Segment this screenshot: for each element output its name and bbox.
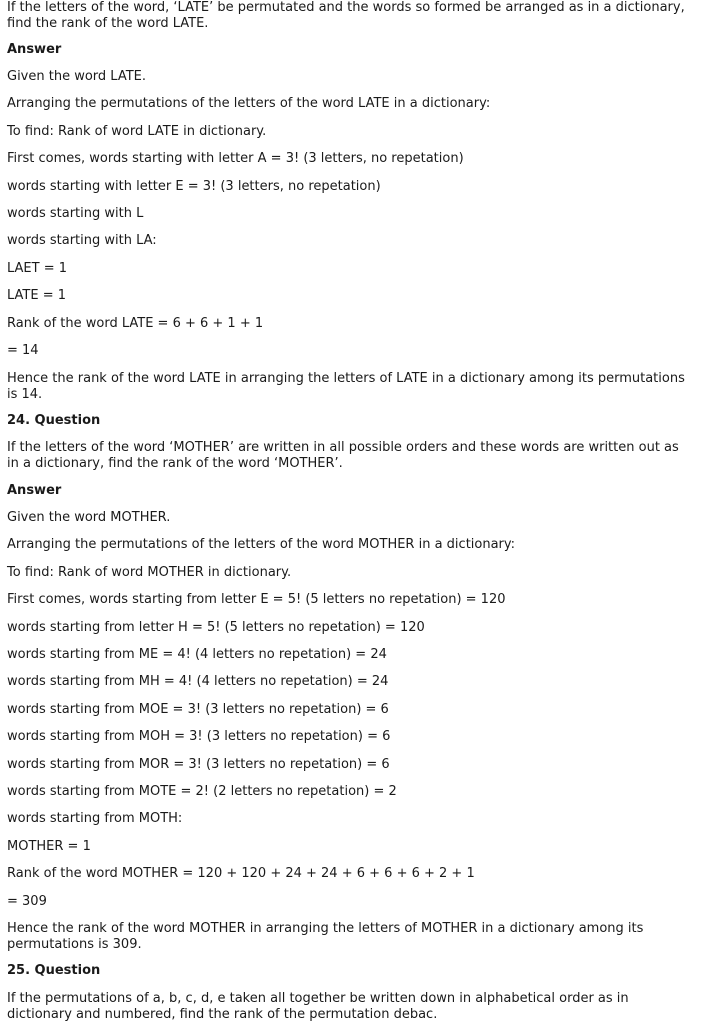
q23-line-4: First comes, words starting with letter A = 3! (3 letters, no repetation): [7, 151, 464, 166]
q25-question-text: If the permutations of a, b, c, d, e taken all together be written down in alphabetical order as in dictionary and numbered, find the rank of the permutation debac.: [7, 991, 629, 1022]
q24-line-8: words starting from MOE = 3! (3 letters no repetation) = 6: [7, 702, 389, 717]
q23-line-3: To find: Rank of word LATE in dictionary.: [7, 124, 267, 139]
q24-line-11: words starting from MOTE = 2! (2 letters no repetation) = 2: [7, 784, 397, 799]
q23-line-7: words starting with LA:: [7, 233, 157, 248]
q23-line-5: words starting with letter E = 3! (3 letters, no repetation): [7, 179, 381, 194]
q23-line-6: words starting with L: [7, 206, 144, 221]
q25-heading: 25. Question: [7, 963, 101, 978]
q24-line-5: words starting from letter H = 5! (5 letters no repetation) = 120: [7, 620, 425, 635]
q24-answer-label: Answer: [7, 483, 62, 498]
q23-line-11: = 14: [7, 343, 39, 358]
q24-heading: 24. Question: [7, 413, 101, 428]
q24-line-9: words starting from MOH = 3! (3 letters no repetation) = 6: [7, 729, 391, 744]
q24-line-6: words starting from ME = 4! (4 letters no repetation) = 24: [7, 647, 387, 662]
q23-question-text: If the letters of the word, ‘LATE’ be permutated and the words so formed be arranged as in a dictionary, find the rank of the word LATE.: [7, 0, 685, 31]
q23-answer-label: Answer: [7, 42, 62, 57]
q24-question-text: If the letters of the word ‘MOTHER’ are written in all possible orders and these words are written out as in a dictionary, find the rank of the word ‘MOTHER’.: [7, 440, 679, 471]
q24-conclusion: Hence the rank of the word MOTHER in arranging the letters of MOTHER in a dictionary among its permutations is 309.: [7, 921, 644, 952]
q24-line-1: Given the word MOTHER.: [7, 510, 171, 525]
q24-line-10: words starting from MOR = 3! (3 letters no repetation) = 6: [7, 757, 390, 772]
q24-line-2: Arranging the permutations of the letters of the word MOTHER in a dictionary:: [7, 537, 516, 552]
q24-line-7: words starting from MH = 4! (4 letters no repetation) = 24: [7, 674, 389, 689]
q23-line-2: Arranging the permutations of the letters of the word LATE in a dictionary:: [7, 96, 491, 111]
q24-line-3: To find: Rank of word MOTHER in dictionary.: [7, 565, 292, 580]
q24-line-4: First comes, words starting from letter E = 5! (5 letters no repetation) = 120: [7, 592, 506, 607]
q23-line-8: LAET = 1: [7, 261, 68, 276]
q24-line-15: = 309: [7, 894, 47, 909]
q24-line-13: MOTHER = 1: [7, 839, 91, 854]
q23-conclusion: Hence the rank of the word LATE in arranging the letters of LATE in a dictionary among its permutations is 14.: [7, 371, 685, 402]
q23-line-10: Rank of the word LATE = 6 + 6 + 1 + 1: [7, 316, 264, 331]
q23-line-1: Given the word LATE.: [7, 69, 147, 84]
q24-line-12: words starting from MOTH:: [7, 811, 183, 826]
q23-line-9: LATE = 1: [7, 288, 67, 303]
q24-line-14: Rank of the word MOTHER = 120 + 120 + 24 + 24 + 6 + 6 + 6 + 2 + 1: [7, 866, 475, 881]
